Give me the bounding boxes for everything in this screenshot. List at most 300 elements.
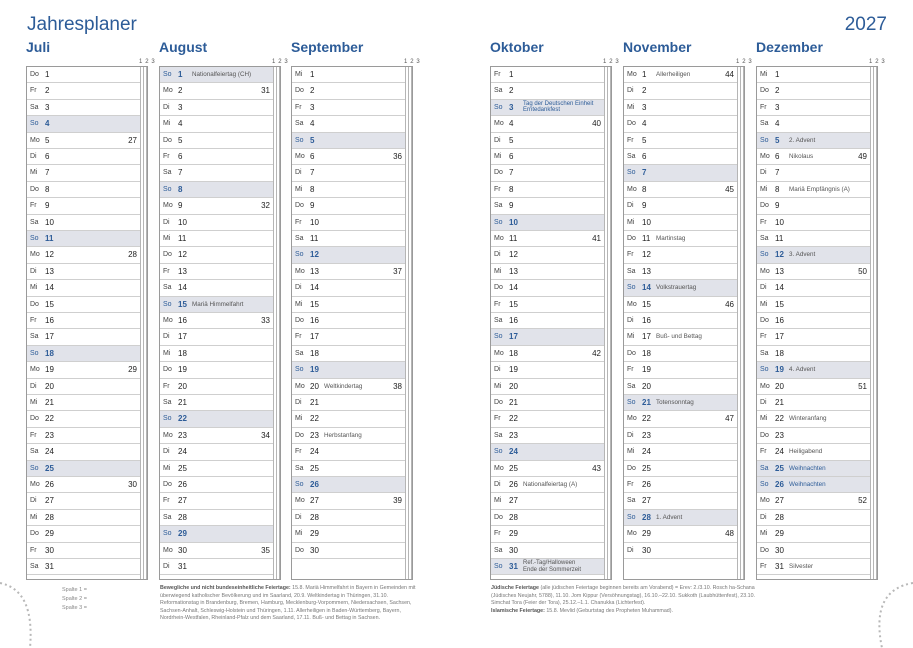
day-number: 10 xyxy=(45,217,54,227)
day-row[interactable] xyxy=(491,133,604,149)
day-row[interactable] xyxy=(160,215,273,231)
weekday-label: Do xyxy=(760,317,769,324)
day-row[interactable] xyxy=(160,395,273,411)
weekday-label: Do xyxy=(295,546,304,554)
day-row[interactable] xyxy=(292,411,405,427)
weekday-label: Do xyxy=(760,87,769,95)
day-row[interactable] xyxy=(27,116,140,132)
day-row[interactable] xyxy=(27,149,140,165)
weekday-label: Do xyxy=(163,481,172,488)
day-row[interactable] xyxy=(757,280,870,296)
day-row[interactable] xyxy=(757,215,870,231)
day-row[interactable] xyxy=(491,100,604,116)
day-row[interactable] xyxy=(292,133,405,149)
day-row[interactable] xyxy=(757,559,870,575)
weekday-label: Fr xyxy=(627,481,634,488)
day-row[interactable] xyxy=(292,346,405,362)
column-divider xyxy=(610,67,611,579)
day-row[interactable] xyxy=(292,247,405,263)
day-row[interactable] xyxy=(757,395,870,411)
day-row[interactable] xyxy=(491,395,604,411)
weekday-label: Fr xyxy=(295,448,302,456)
day-row[interactable] xyxy=(27,329,140,345)
day-row[interactable] xyxy=(160,559,273,575)
day-number: 3 xyxy=(178,102,183,112)
day-number: 2 xyxy=(775,86,780,96)
day-row[interactable] xyxy=(292,264,405,280)
weekday-label: Di xyxy=(627,317,634,324)
day-row[interactable] xyxy=(292,510,405,526)
day-row[interactable] xyxy=(160,83,273,99)
day-row[interactable] xyxy=(491,543,604,559)
day-number: 4 xyxy=(45,119,50,129)
day-row[interactable] xyxy=(757,100,870,116)
day-number: 27 xyxy=(45,496,54,506)
weekday-label: So xyxy=(760,136,769,144)
day-row[interactable] xyxy=(292,379,405,395)
day-row[interactable] xyxy=(27,526,140,542)
weekday-label: So xyxy=(494,218,503,226)
day-row[interactable] xyxy=(160,493,273,509)
day-row[interactable] xyxy=(160,67,273,83)
day-row[interactable] xyxy=(624,346,737,362)
day-number: 29 xyxy=(642,529,651,539)
event-text: Martinstag xyxy=(656,235,686,242)
day-row[interactable] xyxy=(27,395,140,411)
day-row[interactable] xyxy=(27,313,140,329)
column-divider xyxy=(411,67,412,579)
day-row[interactable] xyxy=(757,133,870,149)
day-row[interactable] xyxy=(757,67,870,83)
day-number: 17 xyxy=(642,332,651,342)
column-numbers: 1 2 3 xyxy=(404,59,421,65)
day-row[interactable] xyxy=(757,411,870,427)
week-number: 42 xyxy=(592,348,601,358)
day-row[interactable] xyxy=(757,165,870,181)
day-row[interactable] xyxy=(624,428,737,444)
day-number: 8 xyxy=(45,184,50,194)
day-row[interactable] xyxy=(160,461,273,477)
day-row[interactable] xyxy=(624,493,737,509)
day-row[interactable] xyxy=(624,116,737,132)
day-row[interactable] xyxy=(292,116,405,132)
month-grid xyxy=(623,66,745,580)
day-row[interactable] xyxy=(624,297,737,313)
day-number: 13 xyxy=(310,266,319,276)
day-number: 6 xyxy=(310,152,315,161)
day-row[interactable] xyxy=(491,362,604,378)
day-row[interactable] xyxy=(624,313,737,329)
day-row[interactable] xyxy=(27,297,140,313)
day-number: 13 xyxy=(509,266,518,276)
day-row[interactable] xyxy=(757,264,870,280)
day-number: 16 xyxy=(310,316,319,325)
day-row[interactable] xyxy=(757,116,870,132)
weekday-label: Di xyxy=(295,284,302,292)
day-number: 14 xyxy=(509,283,518,293)
event-text: Ref.-Tag/Halloween xyxy=(523,560,576,566)
weekday-label: Di xyxy=(163,333,170,341)
day-row[interactable] xyxy=(757,362,870,378)
day-row[interactable] xyxy=(27,493,140,509)
day-number: 30 xyxy=(642,545,651,555)
day-number: 18 xyxy=(310,348,319,358)
day-row[interactable] xyxy=(624,100,737,116)
day-row[interactable] xyxy=(757,247,870,263)
event-text-secondary: Ende der Sommerzeit xyxy=(523,566,582,573)
day-number: 19 xyxy=(642,365,651,375)
day-number: 5 xyxy=(310,135,315,145)
day-row[interactable] xyxy=(27,362,140,378)
day-row[interactable] xyxy=(27,559,140,575)
day-row[interactable] xyxy=(27,215,140,231)
day-row[interactable] xyxy=(160,379,273,395)
day-row[interactable] xyxy=(160,116,273,132)
day-row[interactable] xyxy=(160,477,273,493)
week-number: 33 xyxy=(261,316,270,325)
day-row[interactable] xyxy=(292,100,405,116)
day-row[interactable] xyxy=(160,510,273,526)
day-row[interactable] xyxy=(160,362,273,378)
weekday-label: Fr xyxy=(627,366,634,374)
weekday-label: Fr xyxy=(760,448,767,456)
day-row[interactable] xyxy=(624,395,737,411)
day-row[interactable] xyxy=(27,477,140,493)
day-row[interactable] xyxy=(491,165,604,181)
day-row[interactable] xyxy=(292,297,405,313)
day-row[interactable] xyxy=(491,149,604,165)
day-row[interactable] xyxy=(491,493,604,509)
day-number: 19 xyxy=(310,365,319,375)
day-row[interactable] xyxy=(27,264,140,280)
day-row[interactable] xyxy=(292,149,405,165)
weekday-label: Mi xyxy=(295,71,303,78)
day-row[interactable] xyxy=(491,247,604,263)
day-row[interactable] xyxy=(624,182,737,198)
day-row[interactable] xyxy=(757,493,870,509)
day-row[interactable] xyxy=(624,543,737,559)
day-row[interactable] xyxy=(292,313,405,329)
day-number: 14 xyxy=(310,283,319,293)
day-row[interactable] xyxy=(757,329,870,345)
day-row[interactable] xyxy=(27,198,140,214)
day-row[interactable] xyxy=(160,411,273,427)
day-number: 16 xyxy=(642,316,651,325)
weekday-label: Mo xyxy=(760,267,770,275)
weekday-label: So xyxy=(163,300,172,308)
column-divider xyxy=(408,67,409,579)
day-number: 21 xyxy=(45,398,54,407)
weekday-label: So xyxy=(295,366,304,374)
day-row[interactable] xyxy=(624,461,737,477)
day-number: 7 xyxy=(642,168,647,178)
day-row[interactable] xyxy=(27,510,140,526)
weekday-label: Sa xyxy=(295,464,304,472)
day-row[interactable] xyxy=(757,83,870,99)
event-text: Nikolaus xyxy=(789,153,814,160)
day-row[interactable] xyxy=(292,215,405,231)
day-row[interactable] xyxy=(27,346,140,362)
week-number: 39 xyxy=(393,496,402,506)
column-divider xyxy=(607,67,608,579)
week-number: 47 xyxy=(725,414,734,424)
day-row[interactable] xyxy=(491,428,604,444)
day-row[interactable] xyxy=(160,198,273,214)
weekday-label: Sa xyxy=(295,349,304,357)
day-number: 4 xyxy=(509,119,514,129)
event-text: 2. Advent xyxy=(789,136,816,144)
day-number: 7 xyxy=(775,168,780,178)
day-row[interactable] xyxy=(757,543,870,559)
day-row[interactable] xyxy=(292,461,405,477)
day-number: 10 xyxy=(775,217,784,227)
day-row[interactable] xyxy=(160,182,273,198)
day-row[interactable] xyxy=(624,477,737,493)
day-row[interactable] xyxy=(491,313,604,329)
weekday-label: Fr xyxy=(30,317,37,324)
day-row[interactable] xyxy=(757,313,870,329)
day-row[interactable] xyxy=(292,493,405,509)
day-row[interactable] xyxy=(624,198,737,214)
day-row[interactable] xyxy=(160,526,273,542)
day-row[interactable] xyxy=(292,198,405,214)
event-label xyxy=(789,415,826,422)
day-row[interactable] xyxy=(757,198,870,214)
day-row[interactable] xyxy=(160,100,273,116)
weekday-label: Fr xyxy=(494,185,501,193)
day-row[interactable] xyxy=(491,526,604,542)
day-row[interactable] xyxy=(624,280,737,296)
day-number: 29 xyxy=(775,529,784,539)
day-number: 24 xyxy=(642,447,651,457)
day-number: 20 xyxy=(310,381,319,391)
day-number: 16 xyxy=(775,316,784,325)
weekday-label: So xyxy=(494,333,503,341)
month-title: September xyxy=(291,39,364,55)
day-number: 13 xyxy=(642,266,651,276)
day-number: 31 xyxy=(775,562,784,571)
weekday-label: Mo xyxy=(295,267,305,275)
weekday-label: So xyxy=(163,530,172,538)
day-row[interactable] xyxy=(491,444,604,460)
day-row[interactable] xyxy=(160,247,273,263)
day-row[interactable] xyxy=(491,346,604,362)
weekday-label: Sa xyxy=(494,87,503,95)
weekday-label: Do xyxy=(494,513,503,521)
day-row[interactable] xyxy=(624,264,737,280)
day-row[interactable] xyxy=(491,231,604,247)
day-row[interactable] xyxy=(624,149,737,165)
weekday-label: Fr xyxy=(295,333,302,341)
column-divider xyxy=(276,67,277,579)
day-row[interactable] xyxy=(624,379,737,395)
day-row[interactable] xyxy=(757,297,870,313)
day-row[interactable] xyxy=(27,100,140,116)
weekday-label: Mo xyxy=(494,235,504,242)
day-row[interactable] xyxy=(491,83,604,99)
day-row[interactable] xyxy=(624,444,737,460)
footnote-left-text: 15.8. Mariä Himmelfahrt in Bayern in Gemeinden mit überwiegend katholischer Bevölkerung und im Saarland, 20.9. Weltkindertag in Thüringen, 31.10. Reformationstag in Brandenburg, Bremen, Hamburg, Mecklenburg-Vorpommern, Niedersachsen, Sachsen, Sachsen-Anhalt, Schleswig-Holstein und Thüringen, 1.11. Allerheiligen in Baden-Württemberg, Bayern, Nordrhein-Westfalen, Rheinland-Pfalz und dem Saarland, 17.11. Buß- und Bettag in Sachsen. xyxy=(160,585,416,621)
day-row[interactable] xyxy=(27,461,140,477)
event-label xyxy=(324,383,362,390)
day-number: 18 xyxy=(45,348,54,358)
day-row[interactable] xyxy=(160,428,273,444)
day-row[interactable] xyxy=(160,346,273,362)
day-row[interactable] xyxy=(292,280,405,296)
day-row[interactable] xyxy=(757,379,870,395)
day-row[interactable] xyxy=(624,510,737,526)
event-label xyxy=(656,235,685,242)
day-row[interactable] xyxy=(757,526,870,542)
day-row[interactable] xyxy=(757,477,870,493)
day-row[interactable] xyxy=(491,510,604,526)
day-row[interactable] xyxy=(624,329,737,345)
day-row[interactable] xyxy=(757,444,870,460)
day-row[interactable] xyxy=(160,543,273,559)
day-row[interactable] xyxy=(757,182,870,198)
day-row[interactable] xyxy=(292,444,405,460)
event-label xyxy=(789,186,850,193)
day-row[interactable] xyxy=(27,280,140,296)
day-row[interactable] xyxy=(491,461,604,477)
day-row[interactable] xyxy=(624,133,737,149)
day-row[interactable] xyxy=(757,428,870,444)
day-number: 22 xyxy=(178,414,187,424)
day-row[interactable] xyxy=(292,67,405,83)
day-number: 5 xyxy=(178,135,183,145)
day-number: 9 xyxy=(775,201,780,211)
day-row[interactable] xyxy=(160,297,273,313)
day-row[interactable] xyxy=(160,133,273,149)
day-row[interactable] xyxy=(292,477,405,493)
day-row[interactable] xyxy=(292,329,405,345)
day-row[interactable] xyxy=(491,329,604,345)
day-row[interactable] xyxy=(491,477,604,493)
day-row[interactable] xyxy=(757,149,870,165)
day-row[interactable] xyxy=(292,395,405,411)
day-row[interactable] xyxy=(491,215,604,231)
day-row[interactable] xyxy=(160,313,273,329)
day-row[interactable] xyxy=(624,247,737,263)
day-row[interactable] xyxy=(624,362,737,378)
weekday-label: Do xyxy=(295,431,304,439)
day-row[interactable] xyxy=(491,411,604,427)
day-row[interactable] xyxy=(160,165,273,181)
legend-line: Spalte 1 = xyxy=(62,587,87,593)
column-divider xyxy=(604,67,605,579)
weekday-label: Sa xyxy=(627,153,636,160)
weekday-label: Sa xyxy=(163,513,172,521)
event-text-secondary: Erntedankfest xyxy=(523,107,561,114)
day-row[interactable] xyxy=(27,411,140,427)
day-row[interactable] xyxy=(624,67,737,83)
day-number: 4 xyxy=(642,119,647,129)
day-row[interactable] xyxy=(491,116,604,132)
day-row[interactable] xyxy=(624,215,737,231)
day-row[interactable] xyxy=(292,231,405,247)
day-row[interactable] xyxy=(757,510,870,526)
day-row[interactable] xyxy=(292,165,405,181)
weekday-label: Do xyxy=(295,202,304,210)
day-row[interactable] xyxy=(27,231,140,247)
day-number: 8 xyxy=(509,184,514,194)
day-row[interactable] xyxy=(27,543,140,559)
footnote-right-text-1: (alle jüdischen Feiertage beginnen bereits am Vorabend) = Erev: 2./3.10. Rosch ha-Schana (Jüdisches Neujahr, 5788), 11.10. Jom Kippur (Versöhnungstag), 16.10.–22.10. Sukkoth (Laubhüttenfest), 23.10. Simchat Tora (Feier der Tora), 25.12.–1.1. Chanukka (Lichterfest). xyxy=(491,585,756,606)
day-row[interactable] xyxy=(491,280,604,296)
day-row[interactable] xyxy=(160,264,273,280)
day-row[interactable] xyxy=(491,182,604,198)
day-row[interactable] xyxy=(27,182,140,198)
weekday-label: Di xyxy=(163,103,170,111)
day-row[interactable] xyxy=(292,362,405,378)
day-row[interactable] xyxy=(624,526,737,542)
day-row[interactable] xyxy=(491,379,604,395)
event-label xyxy=(789,481,826,488)
day-row[interactable] xyxy=(27,83,140,99)
day-row[interactable] xyxy=(292,182,405,198)
weekday-label: Mo xyxy=(163,546,173,554)
weekday-label: Mi xyxy=(627,333,635,341)
day-number: 22 xyxy=(642,414,651,424)
event-label xyxy=(789,448,822,455)
day-row[interactable] xyxy=(292,428,405,444)
day-row[interactable] xyxy=(757,346,870,362)
day-row[interactable] xyxy=(624,165,737,181)
weekday-label: Sa xyxy=(494,546,503,554)
day-row[interactable] xyxy=(160,444,273,460)
day-row[interactable] xyxy=(624,231,737,247)
day-row[interactable] xyxy=(27,133,140,149)
day-row[interactable] xyxy=(27,428,140,444)
day-row[interactable] xyxy=(27,444,140,460)
day-row[interactable] xyxy=(27,379,140,395)
day-number: 30 xyxy=(509,545,518,555)
day-row[interactable] xyxy=(292,83,405,99)
day-row[interactable] xyxy=(624,83,737,99)
day-row[interactable] xyxy=(27,67,140,83)
event-text: 3. Advent xyxy=(789,251,816,259)
day-row[interactable] xyxy=(160,149,273,165)
day-row[interactable] xyxy=(491,559,604,575)
column-numbers: 1 2 3 xyxy=(603,59,620,65)
day-number: 2 xyxy=(310,86,315,96)
day-row[interactable] xyxy=(292,543,405,559)
day-row[interactable] xyxy=(624,411,737,427)
day-row[interactable] xyxy=(491,297,604,313)
day-number: 25 xyxy=(178,463,187,473)
day-row[interactable] xyxy=(757,461,870,477)
day-number: 28 xyxy=(775,512,784,522)
day-row[interactable] xyxy=(160,231,273,247)
day-row[interactable] xyxy=(27,165,140,181)
day-row[interactable] xyxy=(491,264,604,280)
event-label xyxy=(789,366,815,373)
day-row[interactable] xyxy=(491,67,604,83)
day-row[interactable] xyxy=(160,280,273,296)
day-row[interactable] xyxy=(160,329,273,345)
column-divider xyxy=(143,67,144,579)
weekday-label: Di xyxy=(760,399,767,406)
day-number: 19 xyxy=(509,365,518,375)
day-number: 30 xyxy=(775,545,784,555)
column-numbers: 1 2 3 xyxy=(736,59,753,65)
day-row[interactable] xyxy=(27,247,140,263)
weekday-label: So xyxy=(627,169,636,177)
weekday-label: Di xyxy=(760,284,767,292)
day-row[interactable] xyxy=(757,231,870,247)
day-row[interactable] xyxy=(491,198,604,214)
day-row[interactable] xyxy=(292,526,405,542)
